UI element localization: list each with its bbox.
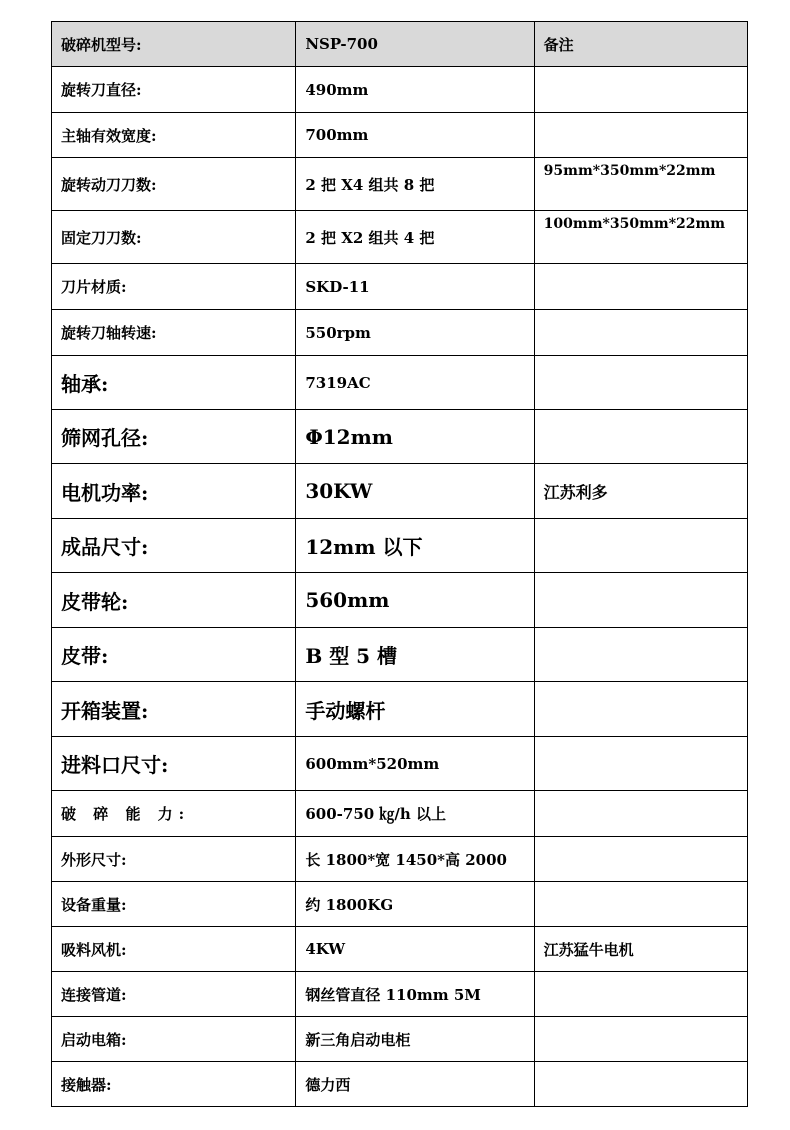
spec-value: 490mm [296, 67, 534, 113]
spec-note [534, 972, 747, 1017]
spec-value: 600mm*520mm [296, 737, 534, 791]
spec-note [534, 264, 747, 310]
spec-value: 新三角启动电柜 [296, 1017, 534, 1062]
table-row [52, 158, 748, 211]
spec-note [534, 113, 747, 158]
spec-value: Φ12mm [296, 410, 534, 464]
spec-note [534, 682, 747, 737]
spec-label: 轴承: [52, 356, 296, 410]
spec-value: 600-750 ㎏/h 以上 [296, 791, 534, 837]
spec-label: 进料口尺寸: [52, 737, 296, 791]
spec-note: 95mm*350mm*22mm [534, 158, 747, 211]
spec-value: 钢丝管直径 110mm 5M [296, 972, 534, 1017]
spec-note: 江苏利多 [534, 464, 747, 519]
spec-label: 设备重量: [52, 882, 296, 927]
spec-note [534, 791, 747, 837]
spec-value: NSP-700 [296, 22, 534, 67]
spec-label: 外形尺寸: [52, 837, 296, 882]
table-row [52, 927, 748, 972]
table-row [52, 628, 748, 682]
table-row [52, 464, 748, 519]
table-row [52, 573, 748, 628]
spec-label: 旋转动刀刀数: [52, 158, 296, 211]
spec-note [534, 519, 747, 573]
spec-table [51, 21, 748, 1107]
spec-label: 接触器: [52, 1062, 296, 1107]
table-row [52, 837, 748, 882]
spec-note: 江苏猛牛电机 [534, 927, 747, 972]
spec-note [534, 737, 747, 791]
spec-label: 开箱装置: [52, 682, 296, 737]
spec-value: 2 把 X4 组共 8 把 [296, 158, 534, 211]
table-row [52, 682, 748, 737]
spec-note [534, 837, 747, 882]
table-row [52, 356, 748, 410]
spec-value: 700mm [296, 113, 534, 158]
spec-note [534, 573, 747, 628]
table-row [52, 972, 748, 1017]
spec-value: 550rpm [296, 310, 534, 356]
spec-label: 连接管道: [52, 972, 296, 1017]
table-row [52, 519, 748, 573]
table-row [52, 1017, 748, 1062]
spec-label: 破碎机型号: [52, 22, 296, 67]
spec-note [534, 628, 747, 682]
spec-value: 7319AC [296, 356, 534, 410]
spec-value: 12mm 以下 [296, 519, 534, 573]
table-row [52, 882, 748, 927]
table-row [52, 410, 748, 464]
spec-label: 皮带轮: [52, 573, 296, 628]
table-row [52, 113, 748, 158]
table-row [52, 310, 748, 356]
spec-value: 手动螺杆 [296, 682, 534, 737]
spec-label: 启动电箱: [52, 1017, 296, 1062]
spec-note [534, 1017, 747, 1062]
spec-value: 长 1800*宽 1450*高 2000 [296, 837, 534, 882]
table-row [52, 67, 748, 113]
spec-value: B 型 5 槽 [296, 628, 534, 682]
table-row [52, 737, 748, 791]
table-row [52, 211, 748, 264]
spec-value: 德力西 [296, 1062, 534, 1107]
spec-note [534, 356, 747, 410]
spec-label: 旋转刀轴转速: [52, 310, 296, 356]
spec-label: 固定刀刀数: [52, 211, 296, 264]
table-row [52, 264, 748, 310]
spec-note [534, 67, 747, 113]
spec-value: SKD-11 [296, 264, 534, 310]
spec-note [534, 1062, 747, 1107]
spec-note: 备注 [534, 22, 747, 67]
spec-label: 成品尺寸: [52, 519, 296, 573]
spec-label: 电机功率: [52, 464, 296, 519]
spec-note [534, 882, 747, 927]
spec-note [534, 410, 747, 464]
spec-note [534, 310, 747, 356]
spec-label: 旋转刀直径: [52, 67, 296, 113]
spec-value: 30KW [296, 464, 534, 519]
spec-label: 破 碎 能 力: [52, 791, 296, 837]
spec-value: 约 1800KG [296, 882, 534, 927]
spec-label: 皮带: [52, 628, 296, 682]
spec-label: 筛网孔径: [52, 410, 296, 464]
table-row [52, 1062, 748, 1107]
spec-label: 吸料风机: [52, 927, 296, 972]
table-row [52, 22, 748, 67]
spec-label: 刀片材质: [52, 264, 296, 310]
spec-value: 2 把 X2 组共 4 把 [296, 211, 534, 264]
spec-value: 560mm [296, 573, 534, 628]
spec-value: 4KW [296, 927, 534, 972]
table-row [52, 791, 748, 837]
spec-note: 100mm*350mm*22mm [534, 211, 747, 264]
spec-label: 主轴有效宽度: [52, 113, 296, 158]
